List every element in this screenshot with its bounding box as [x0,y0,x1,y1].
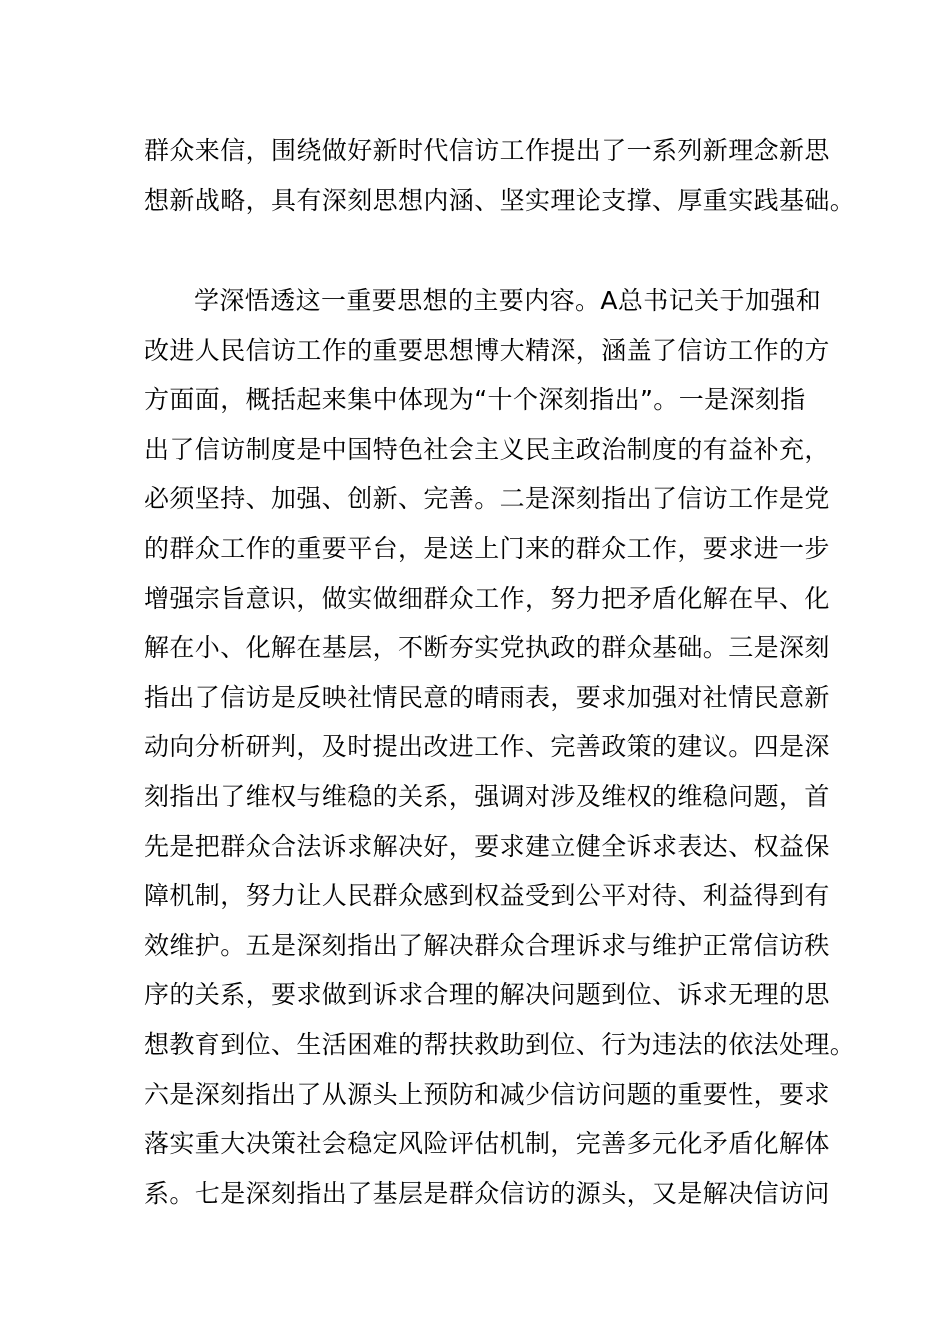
text-line: 指出了信访是反映社情民意的晴雨表，要求加强对社情民意新 [144,682,830,712]
text-line: 解在小、化解在基层，不断夯实党执政的群众基础。三是深刻 [144,633,830,663]
text-line: 学深悟透这一重要思想的主要内容。A总书记关于加强和 [194,286,822,315]
text-line: 群众来信，围绕做好新时代信访工作提出了一系列新理念新思 [144,136,830,165]
text-line: 先是把群众合法诉求解决好，要求建立健全诉求表达、权益保 [144,831,830,861]
text-line: 出了信访制度是中国特色社会主义民主政治制度的有益补充， [144,434,830,464]
text-line: 的群众工作的重要平台，是送上门来的群众工作，要求进一步 [144,534,830,563]
text-line: 动向分析研判，及时提出改进工作、完善政策的建议。四是深 [144,732,830,762]
text-line: 改进人民信访工作的重要思想博大精深，涵盖了信访工作的方 [144,335,830,365]
text-line: 落实重大决策社会稳定风险评估机制，完善多元化矛盾化解体 [144,1129,830,1159]
text-line: 效维护。五是深刻指出了解决群众合理诉求与维护正常信访秩 [144,930,830,960]
text-line: 障机制，努力让人民群众感到权益受到公平对待、利益得到有 [144,881,830,911]
text-line: 想新战略，具有深刻思想内涵、坚实理论支撑、厚重实践基础。 [144,185,856,215]
text-line: 方面面，概括起来集中体现为“十个深刻指出”。一是深刻指 [144,385,806,415]
text-line: 六是深刻指出了从源头上预防和减少信访问题的重要性，要求 [144,1079,830,1109]
text-line: 增强宗旨意识，做实做细群众工作，努力把矛盾化解在早、化 [144,583,830,613]
text-line: 必须坚持、加强、创新、完善。二是深刻指出了信访工作是党 [144,484,830,514]
text-line: 刻指出了维权与维稳的关系，强调对涉及维权的维稳问题，首 [144,782,830,811]
text-line: 想教育到位、生活困难的帮扶救助到位、行为违法的依法处理。 [144,1030,856,1059]
text-line: 序的关系，要求做到诉求合理的解决问题到位、诉求无理的思 [144,980,830,1010]
text-line: 系。七是深刻指出了基层是群众信访的源头，又是解决信访问 [144,1178,830,1208]
